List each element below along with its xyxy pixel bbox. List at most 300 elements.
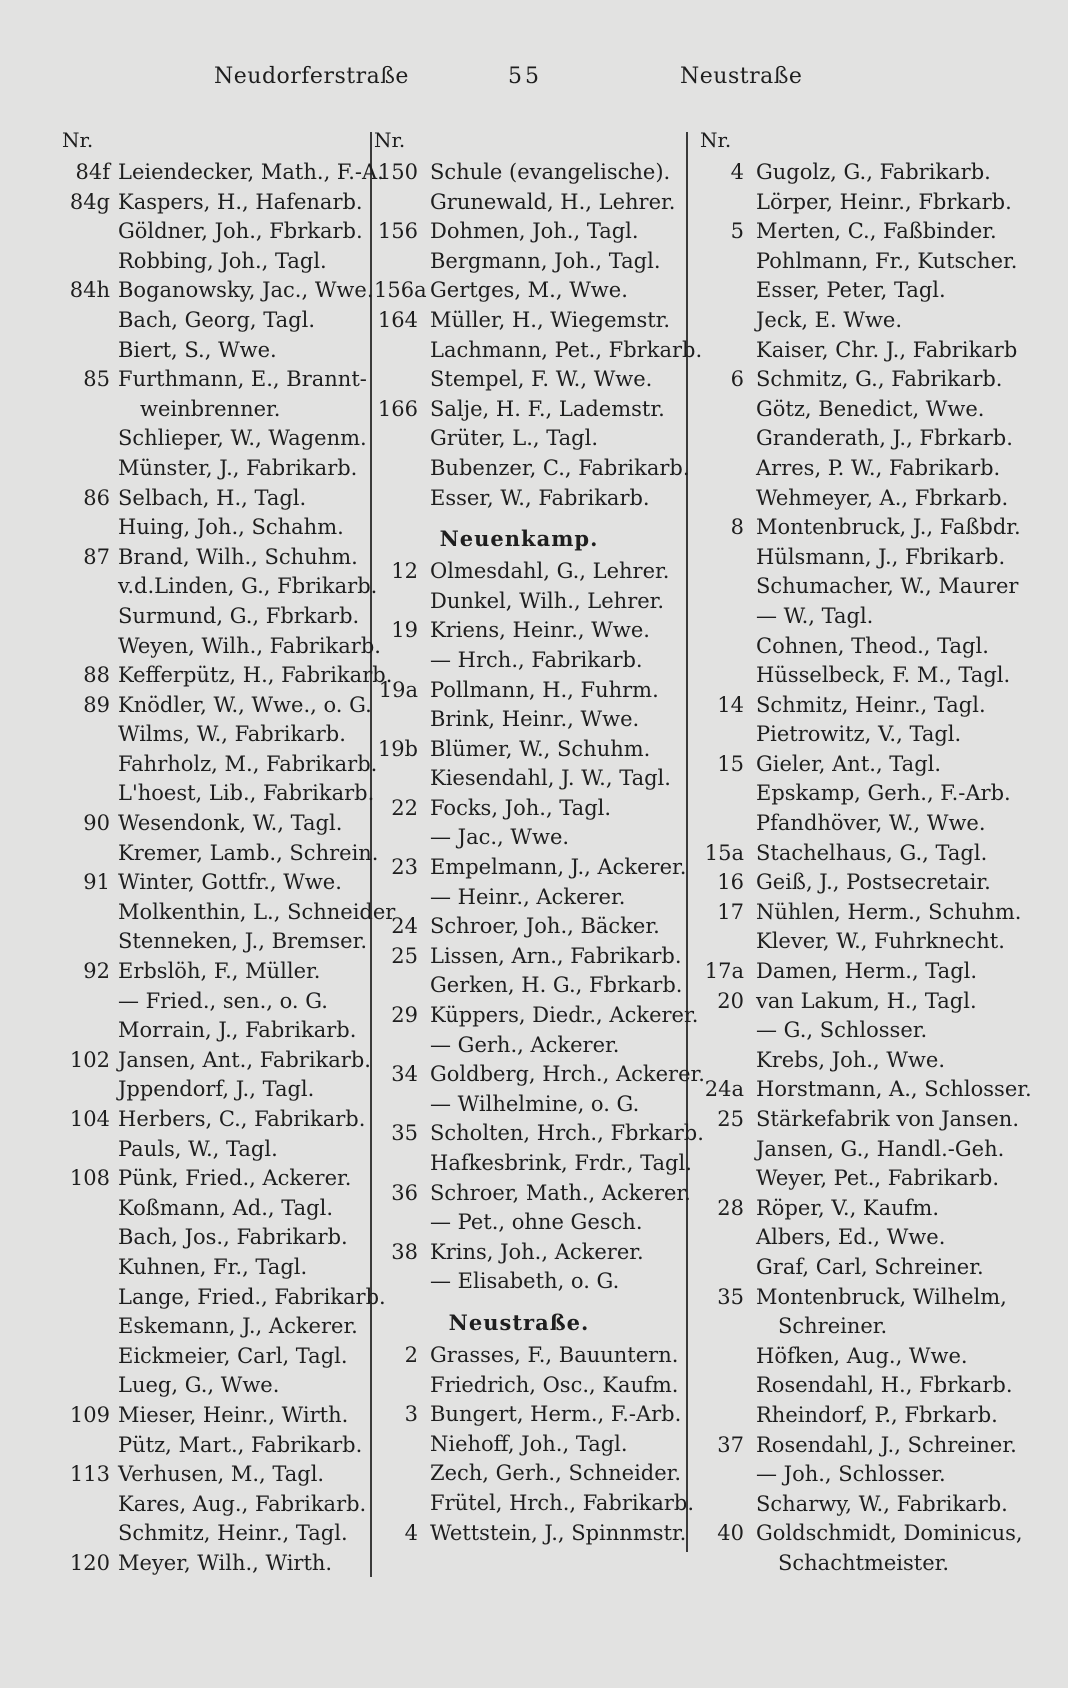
house-number: 104 [69, 1107, 110, 1131]
resident-text: v.d.Linden, G., Fbrikarb. [118, 574, 378, 599]
house-number: 150 [377, 160, 418, 184]
directory-entry [700, 661, 1030, 691]
resident-text: Horstmann, A., Schlosser. [756, 1077, 1032, 1102]
house-number: 120 [69, 1550, 110, 1575]
house-number: 156a [374, 278, 427, 303]
directory-entry [62, 632, 382, 662]
house-number: 87 [83, 544, 110, 569]
resident-text: Boganowsky, Jac., Wwe. [118, 278, 374, 303]
resident-text: Lörper, Heinr., Fbrkarb. [756, 189, 1012, 214]
house-number: 34 [391, 1062, 418, 1087]
directory-entry [374, 1001, 699, 1031]
directory-entry [700, 1046, 1030, 1076]
resident-text: Stempel, F. W., Wwe. [430, 367, 653, 392]
resident-text: Lange, Fried., Fabrikarb. [118, 1284, 386, 1309]
directory-entry [700, 1253, 1030, 1283]
house-number: 36 [391, 1180, 418, 1205]
directory-entry [374, 853, 694, 883]
resident-text: Salje, H. F., Lademstr. [430, 396, 665, 421]
resident-text: Götz, Benedict, Wwe. [756, 396, 985, 421]
resident-text: Grüter, L., Tagl. [430, 426, 598, 451]
resident-text: Focks, Joh., Tagl. [430, 795, 612, 820]
directory-entry [62, 720, 382, 750]
directory-entry [700, 1401, 1030, 1431]
resident-text: Olmesdahl, G., Lehrer. [430, 559, 670, 584]
resident-text: Blümer, W., Schuhm. [430, 736, 651, 761]
resident-text: Gertges, M., Wwe. [430, 278, 628, 303]
resident-text: Bach, Jos., Fabrikarb. [118, 1225, 348, 1250]
resident-text: — Jac., Wwe. [430, 825, 570, 850]
resident-text: Pünk, Fried., Ackerer. [118, 1166, 352, 1191]
directory-entry [374, 1119, 704, 1149]
house-number: 28 [717, 1195, 744, 1220]
house-number: 17a [704, 959, 744, 984]
directory-entry [700, 779, 1030, 809]
resident-text: Rosendahl, J., Schreiner. [756, 1432, 1017, 1457]
directory-entry [62, 809, 382, 839]
resident-text: Küppers, Diedr., Ackerer. [430, 1003, 699, 1028]
resident-text: — Elisabeth, o. G. [430, 1269, 620, 1294]
house-number: 6 [730, 367, 744, 392]
directory-entry [374, 1090, 694, 1120]
directory-entry [374, 336, 703, 366]
resident-text: Stärkefabrik von Jansen. [756, 1107, 1020, 1131]
directory-entry [62, 987, 382, 1017]
resident-text: Leiendecker, Math., F.-A. [118, 160, 384, 184]
resident-text: Brand, Wilh., Schuhm. [118, 544, 358, 569]
resident-text: Koßmann, Ad., Tagl. [118, 1195, 333, 1220]
resident-text: Huing, Joh., Schahm. [118, 515, 344, 540]
resident-text: Winter, Gottfr., Wwe. [118, 870, 342, 895]
directory-entry [374, 883, 694, 913]
directory-entry [374, 395, 694, 425]
directory-entry [62, 1194, 382, 1224]
section-heading: Neuenkamp. [439, 526, 599, 552]
resident-text: Wehmeyer, A., Fbrkarb. [756, 485, 1009, 510]
directory-entry [700, 1016, 1030, 1046]
directory-entry [62, 1105, 382, 1135]
resident-text: Cohnen, Theod., Tagl. [756, 633, 989, 658]
directory-entry [374, 484, 694, 514]
directory-entry [374, 1430, 694, 1460]
directory-entry [62, 247, 382, 277]
directory-entry [374, 1238, 694, 1268]
directory-entry [700, 602, 1030, 632]
resident-text: Krins, Joh., Ackerer. [430, 1239, 644, 1264]
directory-entry [62, 868, 382, 898]
resident-text: Schule (evangelische). [430, 160, 671, 184]
directory-entry [62, 513, 382, 543]
house-number: 19b [377, 736, 418, 761]
resident-text: Scharwy, W., Fabrikarb. [756, 1491, 1008, 1516]
resident-text: Selbach, H., Tagl. [118, 485, 307, 510]
house-number: 35 [717, 1284, 744, 1309]
resident-text: Gieler, Ant., Tagl. [756, 751, 942, 776]
directory-entry [62, 1490, 382, 1520]
house-number: 25 [717, 1107, 744, 1131]
resident-text: Montenbruck, J., Faßbdr. [756, 515, 1021, 540]
directory-entry [700, 898, 1030, 928]
resident-text: Brink, Heinr., Wwe. [430, 707, 640, 732]
directory-entry [374, 764, 694, 794]
directory-entry [62, 1135, 382, 1165]
directory-entry [700, 691, 1030, 721]
house-number: 29 [391, 1003, 418, 1028]
directory-entry [62, 158, 382, 188]
resident-text: Stenneken, J., Bremser. [118, 929, 367, 954]
directory-entry [62, 1075, 382, 1105]
resident-text: Morrain, J., Fabrikarb. [118, 1018, 357, 1043]
header-right-street: Neustraße [680, 64, 803, 89]
house-number: 102 [69, 1047, 110, 1072]
directory-entry [62, 484, 382, 514]
directory-entry [62, 1401, 382, 1431]
house-number: 40 [717, 1521, 744, 1546]
resident-text: Jansen, G., Handl.-Geh. [756, 1136, 1005, 1161]
house-number: 16 [717, 870, 744, 895]
directory-entry [62, 1283, 386, 1313]
resident-text: Verhusen, M., Tagl. [118, 1462, 325, 1487]
directory-entry [374, 424, 694, 454]
resident-text: Lachmann, Pet., Fbrkarb. [430, 337, 703, 362]
directory-entry [62, 306, 382, 336]
directory-entry [700, 809, 1030, 839]
directory-entry [62, 1519, 382, 1549]
resident-text: Kiesendahl, J. W., Tagl. [430, 766, 671, 791]
house-number: 37 [717, 1432, 744, 1457]
directory-entry [62, 188, 382, 218]
resident-text: Krebs, Joh., Wwe. [756, 1047, 945, 1072]
resident-text: Münster, J., Fabrikarb. [118, 455, 358, 480]
house-number: 90 [83, 811, 110, 836]
resident-text: Hülsmann, J., Fbrikarb. [756, 544, 1006, 569]
house-number: 92 [83, 959, 110, 984]
directory-entry [374, 823, 694, 853]
directory-entry [374, 454, 694, 484]
column-1 [62, 128, 396, 1588]
resident-text: Meyer, Wilh., Wirth. [118, 1550, 333, 1575]
house-number: 14 [717, 692, 744, 717]
resident-text: Schreiner. [778, 1314, 888, 1339]
page-number: 55 [508, 64, 542, 89]
directory-entry [374, 1459, 694, 1489]
house-number: 19a [378, 677, 418, 702]
resident-text: Röper, V., Kaufm. [756, 1195, 940, 1220]
directory-entry [700, 1164, 1030, 1194]
resident-text: Wilms, W., Fabrikarb. [118, 722, 346, 747]
directory-entry [62, 750, 382, 780]
resident-text: Epskamp, Gerh., F.-Arb. [756, 781, 1011, 806]
resident-text: Geiß, J., Postsecretair. [756, 870, 991, 895]
resident-text: Dohmen, Joh., Tagl. [430, 219, 639, 244]
directory-entry [374, 735, 694, 765]
column-3 [700, 128, 1030, 1588]
resident-text: — Hrch., Fabrikarb. [430, 647, 643, 672]
directory-entry [374, 1267, 694, 1297]
directory-entry [374, 365, 694, 395]
directory-entry [700, 957, 1030, 987]
resident-text: Robbing, Joh., Tagl. [118, 248, 327, 273]
directory-entry [700, 1490, 1030, 1520]
house-number: 15 [717, 751, 744, 776]
directory-entry [62, 1431, 382, 1461]
resident-text: Müller, H., Wiegemstr. [430, 307, 671, 332]
directory-entry [700, 1519, 1030, 1549]
resident-text: Schumacher, W., Maurer [756, 574, 1019, 599]
resident-text: Goldschmidt, Dominicus, [756, 1521, 1023, 1546]
house-number: 2 [404, 1342, 418, 1367]
directory-entry [700, 1223, 1030, 1253]
resident-text: Esser, W., Fabrikarb. [430, 485, 650, 510]
directory-entry [700, 1075, 1030, 1105]
resident-text: Pütz, Mart., Fabrikarb. [118, 1432, 363, 1457]
house-number: 12 [391, 559, 418, 584]
resident-text: Herbers, C., Fabrikarb. [118, 1107, 366, 1131]
resident-text: Damen, Herm., Tagl. [756, 959, 978, 984]
directory-entry [374, 942, 694, 972]
resident-text: — Fried., sen., o. G. [118, 988, 328, 1013]
resident-text: Dunkel, Wilh., Lehrer. [430, 588, 665, 613]
house-number: 3 [404, 1402, 418, 1427]
resident-text: Albers, Ed., Wwe. [756, 1225, 946, 1250]
resident-text: Schroer, Math., Ackerer. [430, 1180, 691, 1205]
resident-text: — W., Tagl. [756, 603, 874, 628]
resident-text: Pollmann, H., Fuhrm. [430, 677, 659, 702]
directory-entry [700, 424, 1030, 454]
resident-text: Weyen, Wilh., Fabrikarb. [118, 633, 381, 658]
directory-entry [62, 1223, 382, 1253]
directory-entry [700, 1549, 1030, 1579]
directory-entry [700, 395, 1030, 425]
resident-text: Schmitz, Heinr., Tagl. [756, 692, 986, 717]
directory-entry [62, 1342, 382, 1372]
resident-text: Niehoff, Joh., Tagl. [430, 1431, 628, 1456]
directory-entry [62, 1164, 382, 1194]
house-number: 85 [83, 367, 110, 392]
resident-text: — Pet., ohne Gesch. [430, 1210, 643, 1235]
house-number: 4 [404, 1520, 418, 1545]
house-number: 24 [391, 914, 418, 939]
resident-text: Montenbruck, Wilhelm, [756, 1284, 1007, 1309]
resident-text: Merten, C., Faßbinder. [756, 219, 997, 244]
directory-entry [700, 306, 1030, 336]
directory-entry [700, 188, 1030, 218]
directory-entry [62, 336, 382, 366]
directory-entry [374, 1031, 694, 1061]
resident-text: Kares, Aug., Fabrikarb. [118, 1491, 367, 1516]
nr-column-label: Nr. [62, 128, 94, 152]
directory-entry [62, 779, 382, 809]
directory-entry [700, 572, 1030, 602]
directory-entry [62, 1046, 382, 1076]
directory-entry [62, 572, 382, 602]
directory-entry [374, 306, 694, 336]
resident-text: Goldberg, Hrch., Ackerer. [430, 1062, 705, 1087]
house-number: 109 [69, 1402, 110, 1427]
directory-entry [374, 912, 694, 942]
house-number: 15a [704, 840, 744, 865]
directory-entry [62, 1371, 382, 1401]
resident-text: Fahrholz, M., Fabrikarb. [118, 751, 378, 776]
resident-text: Gerken, H. G., Fbrkarb. [430, 973, 683, 998]
resident-text: Hüsselbeck, F. M., Tagl. [756, 663, 1011, 688]
resident-text: Grunewald, H., Lehrer. [430, 189, 676, 214]
directory-entry [700, 513, 1030, 543]
house-number: 35 [391, 1121, 418, 1146]
resident-text: Lueg, G., Wwe. [118, 1373, 280, 1398]
directory-entry [700, 1283, 1030, 1313]
directory-entry [62, 661, 393, 691]
directory-entry [374, 1489, 694, 1519]
directory-entry [700, 1312, 1030, 1342]
directory-entry [700, 1431, 1030, 1461]
directory-entry [374, 1179, 694, 1209]
directory-entry [62, 1016, 382, 1046]
resident-text: Kriens, Heinr., Wwe. [430, 618, 650, 643]
directory-entry [374, 1149, 694, 1179]
resident-text: Klever, W., Fuhrknecht. [756, 929, 1005, 954]
directory-entry [700, 839, 1030, 869]
directory-entry [700, 1371, 1030, 1401]
house-number: 113 [69, 1462, 110, 1487]
house-number: 166 [377, 396, 418, 421]
resident-text: Friedrich, Osc., Kaufm. [430, 1372, 679, 1397]
directory-entry [700, 484, 1030, 514]
resident-text: Schmitz, G., Fabrikarb. [756, 367, 1003, 392]
directory-entry [374, 247, 694, 277]
resident-text: Kremer, Lamb., Schrein. [118, 840, 379, 865]
directory-entry [700, 336, 1030, 366]
resident-text: Esser, Peter, Tagl. [756, 278, 946, 303]
resident-text: Pohlmann, Fr., Kutscher. [756, 248, 1018, 273]
resident-text: Frütel, Hrch., Fabrikarb. [430, 1490, 694, 1515]
resident-text: van Lakum, H., Tagl. [756, 988, 977, 1013]
resident-text: Kaiser, Chr. J., Fabrikarb [756, 337, 1018, 362]
section-heading: Neustraße. [448, 1309, 590, 1335]
resident-text: Rheindorf, P., Fbrkarb. [756, 1402, 998, 1427]
house-number: 38 [391, 1239, 418, 1264]
directory-entry [700, 987, 1030, 1017]
resident-text: Hafkesbrink, Frdr., Tagl. [430, 1151, 692, 1175]
directory-entry [700, 868, 1030, 898]
directory-entry [62, 454, 382, 484]
directory-entry [700, 276, 1030, 306]
directory-entry [62, 365, 382, 395]
directory-entry [374, 188, 694, 218]
resident-text: Furthmann, E., Brannt- [118, 367, 367, 392]
directory-entry [700, 217, 1030, 247]
nr-column-label: Nr. [374, 128, 406, 152]
house-number: 4 [730, 160, 744, 184]
house-number: 24a [704, 1077, 744, 1102]
directory-entry [700, 1194, 1030, 1224]
resident-text: Göldner, Joh., Fbrkarb. [118, 219, 363, 244]
resident-text: Scholten, Hrch., Fbrkarb. [430, 1121, 704, 1146]
resident-text: Kaspers, H., Hafenarb. [118, 189, 363, 214]
resident-text: Pauls, W., Tagl. [118, 1136, 278, 1161]
directory-entry [374, 158, 694, 188]
resident-text: Lissen, Arn., Fabrikarb. [430, 943, 682, 968]
resident-text: — G., Schlosser. [756, 1018, 928, 1043]
resident-text: Zech, Gerh., Schneider. [430, 1461, 682, 1486]
directory-entry [700, 454, 1030, 484]
column-2 [374, 128, 705, 1588]
resident-text: Granderath, J., Fbrkarb. [756, 426, 1013, 451]
resident-text: Gugolz, G., Fabrikarb. [756, 160, 991, 184]
resident-text: Bubenzer, C., Fabrikarb. [430, 455, 690, 480]
house-number: 17 [717, 899, 744, 924]
resident-text: Schmitz, Heinr., Tagl. [118, 1521, 348, 1546]
resident-text: weinbrenner. [140, 396, 281, 421]
directory-entry [374, 1060, 705, 1090]
house-number: 156 [377, 219, 418, 244]
directory-entry [374, 1341, 694, 1371]
house-number: 84g [69, 189, 110, 214]
directory-entry [700, 750, 1030, 780]
directory-entry [62, 276, 382, 306]
resident-text: — Gerh., Ackerer. [430, 1032, 620, 1057]
house-number: 108 [69, 1166, 110, 1191]
directory-entry [700, 927, 1030, 957]
resident-text: Wettstein, J., Spinnmstr. [430, 1520, 687, 1545]
house-number: 91 [83, 870, 110, 895]
resident-text: Grasses, F., Bauuntern. [430, 1342, 679, 1367]
house-number: 164 [377, 307, 418, 332]
resident-text: Wesendonk, W., Tagl. [118, 811, 343, 836]
directory-entry [700, 1105, 1030, 1135]
directory-entry [374, 646, 694, 676]
house-number: 84h [69, 278, 110, 303]
directory-entry [62, 691, 382, 721]
directory-entry [62, 1460, 382, 1490]
directory-entry [700, 247, 1030, 277]
directory-entry [62, 602, 382, 632]
directory-entry [700, 158, 1030, 188]
resident-text: Jansen, Ant., Fabrikarb. [118, 1047, 371, 1072]
directory-entry [700, 1460, 1030, 1490]
directory-entry [62, 217, 382, 247]
directory-entry [374, 794, 694, 824]
resident-text: Schroer, Joh., Bäcker. [430, 914, 660, 939]
directory-entry [700, 632, 1030, 662]
directory-entry [62, 898, 396, 928]
directory-entry [374, 276, 694, 306]
house-number: 22 [391, 795, 418, 820]
resident-text: Höfken, Aug., Wwe. [756, 1343, 968, 1368]
resident-text: Jppendorf, J., Tagl. [118, 1077, 315, 1102]
house-number: 23 [391, 855, 418, 880]
resident-text: Bach, Georg, Tagl. [118, 307, 315, 332]
directory-entry [374, 1400, 694, 1430]
house-number: 25 [391, 943, 418, 968]
directory-entry [700, 1135, 1030, 1165]
directory-entry [374, 587, 694, 617]
directory-entry [374, 705, 694, 735]
resident-text: Arres, P. W., Fabrikarb. [756, 455, 1001, 480]
directory-entry [700, 543, 1030, 573]
resident-text: Schachtmeister. [778, 1550, 950, 1575]
house-number: 88 [83, 663, 110, 688]
directory-entry [374, 616, 694, 646]
directory-entry [62, 839, 382, 869]
house-number: 19 [391, 618, 418, 643]
directory-entry [62, 1312, 382, 1342]
resident-text: Stachelhaus, G., Tagl. [756, 840, 988, 865]
resident-text: Knödler, W., Wwe., o. G. [118, 692, 372, 717]
directory-entry [374, 1371, 694, 1401]
resident-text: Kefferpütz, H., Fabrikarb. [118, 663, 393, 688]
house-number: 84f [75, 160, 110, 184]
